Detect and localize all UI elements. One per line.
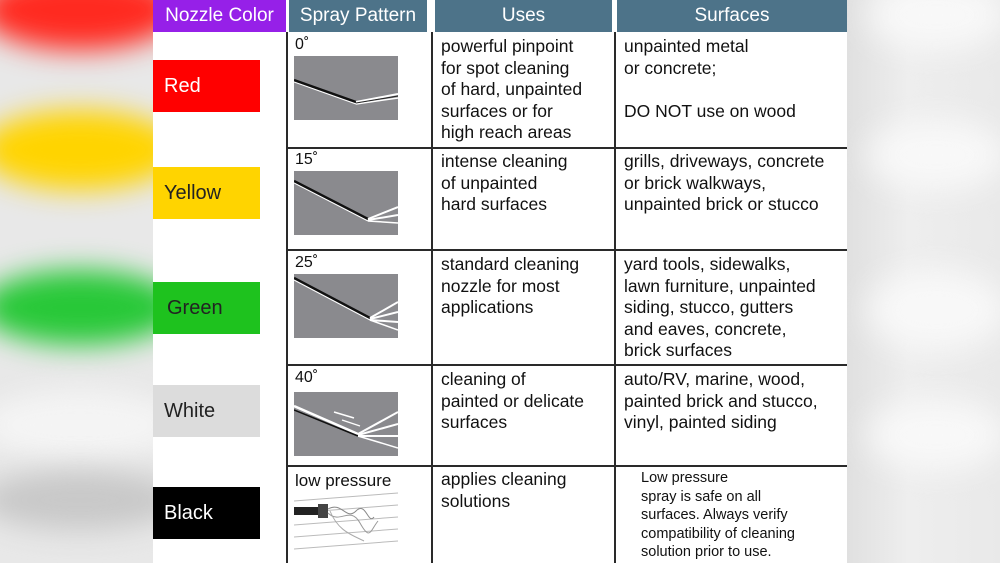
header-nozzle-color: Nozzle Color: [153, 0, 286, 32]
nozzle-chart-table: [153, 0, 847, 563]
spray-angle-label: 40˚: [295, 369, 319, 386]
nozzle-color-swatch-green: Green: [153, 282, 260, 334]
spray-pattern-15-image: [294, 171, 398, 235]
spray-angle-label: 25˚: [295, 254, 319, 271]
nozzle-color-swatch-black: Black: [153, 487, 260, 539]
blurred-band: [867, 400, 1000, 470]
surfaces-text: Low pressure spray is safe on all surfaces. Always verify compatibility of cleaning solution prior to use.: [641, 470, 795, 560]
spray-angle-label: low pressure: [295, 471, 392, 490]
blurred-white-band: [0, 390, 153, 460]
surfaces-text: auto/RV, marine, wood, painted brick and stucco, vinyl, painted siding: [624, 369, 818, 432]
uses-text: standard cleaning nozzle for most applications: [441, 254, 580, 317]
background-right: [847, 0, 1000, 563]
blurred-band: [867, 270, 1000, 350]
uses-text: applies cleaning solutions: [441, 469, 567, 511]
header-uses: Uses: [435, 0, 612, 32]
row-divider: [286, 364, 847, 366]
nozzle-color-swatch-yellow: Yellow: [153, 167, 260, 219]
low-pressure-spray-image: [294, 491, 398, 551]
blurred-green-band: [0, 270, 153, 345]
column-divider: [286, 32, 288, 563]
column-divider: [614, 32, 616, 563]
uses-text: cleaning of painted or delicate surfaces: [441, 369, 585, 432]
nozzle-color-swatch-red: Red: [153, 60, 260, 112]
spray-angle-label: 15˚: [295, 151, 319, 168]
header-spray-pattern: Spray Pattern: [289, 0, 427, 32]
row-divider: [286, 465, 847, 467]
spray-pattern-0-image: [294, 56, 398, 120]
uses-text: powerful pinpoint for spot cleaning of hard, unpainted surfaces or for high reach areas: [441, 36, 583, 142]
nozzle-color-swatch-white: White: [153, 385, 260, 437]
blurred-black-band: [0, 470, 153, 530]
surfaces-text: grills, driveways, concrete or brick walkways, unpainted brick or stucco: [624, 151, 825, 214]
uses-text: intense cleaning of unpainted hard surfaces: [441, 151, 568, 214]
blurred-yellow-band: [0, 110, 153, 190]
row-divider: [286, 249, 847, 251]
spray-pattern-40-image: [294, 392, 398, 456]
spray-angle-label: 0˚: [295, 36, 310, 53]
row-divider: [286, 147, 847, 149]
surfaces-text: yard tools, sidewalks, lawn furniture, unpainted siding, stucco, gutters and eaves, concrete, brick surfaces: [624, 254, 816, 360]
surfaces-text: unpainted metal or concrete; DO NOT use on wood: [624, 36, 796, 121]
column-divider: [431, 32, 433, 563]
blurred-band: [867, 0, 1000, 50]
blurred-band: [867, 120, 1000, 190]
background-left: [0, 0, 153, 563]
header-surfaces: Surfaces: [617, 0, 847, 32]
spray-pattern-25-image: [294, 274, 398, 338]
blurred-red-band: [0, 0, 153, 50]
